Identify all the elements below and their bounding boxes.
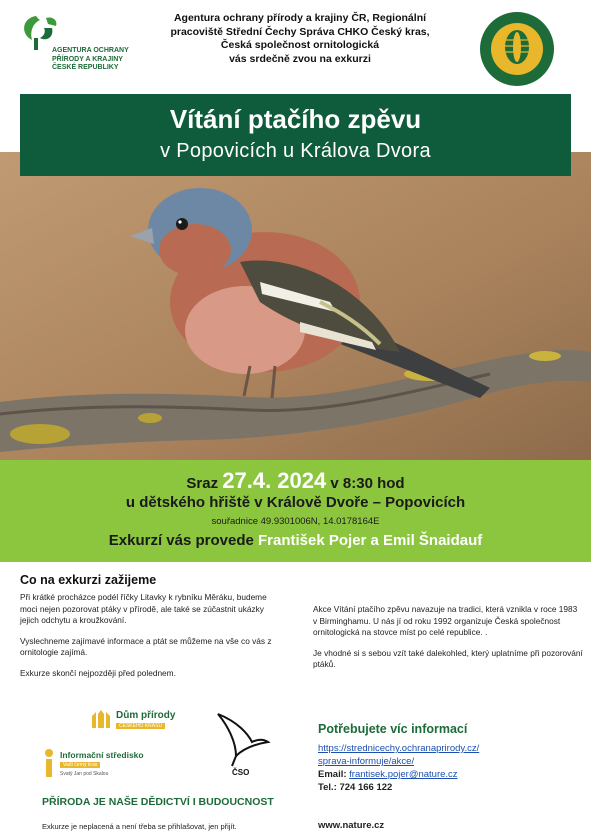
phone-number: 724 166 122	[339, 782, 393, 793]
meeting-time-line	[0, 468, 591, 494]
invitation-line: Agentura ochrany přírody a krajiny ČR, Regionální	[173, 12, 427, 24]
email-link[interactable]: frantisek.pojer@nature.cz	[349, 769, 458, 780]
aopk-line: AGENTURA OCHRANY	[52, 47, 129, 54]
event-time: v 8:30 hod	[330, 475, 405, 492]
paragraph: Při krátké procházce podél říčky Litavky k rybníku Měráku, budeme moci nejen pozorovat ptáky v přírodě, ale také se zúčastnit ukázky jejich odchytu a kroužkování.	[20, 592, 267, 625]
trilobite-seal-icon	[478, 10, 556, 88]
event-title: Vítání ptačího zpěvu	[169, 104, 422, 134]
meet-prefix: Sraz	[186, 475, 219, 492]
paragraph: Exkurze skončí nejpozději před polednem.	[20, 667, 176, 678]
event-date: 27.4. 2024	[222, 468, 327, 493]
contact-title: Potřebujete víc informací	[318, 722, 468, 736]
guides-line	[0, 532, 591, 549]
aopk-line: PŘÍRODY A KRAJINY	[52, 55, 123, 63]
aopk-logo-text	[52, 47, 129, 73]
ceskykras-logo	[478, 10, 556, 88]
right-column	[313, 604, 583, 680]
infocentrum-name: Informační středisko	[60, 750, 144, 760]
left-column	[20, 592, 282, 688]
website-link[interactable]: www.nature.cz	[318, 820, 385, 831]
bird-silhouette-icon	[214, 712, 272, 768]
cso-logo	[214, 712, 272, 780]
event-subtitle: v Popovicích u Králova Dvora	[160, 140, 431, 162]
dum-prirody-logo	[90, 706, 200, 740]
motto: PŘÍRODA JE NAŠE DĚDICTVÍ I BUDOUCNOST	[42, 796, 274, 808]
events-link-continued[interactable]: sprava-informuje/akce/	[318, 756, 415, 767]
leaf-logo-icon	[18, 12, 78, 52]
guide-names: František Pojer a Emil Šnaidauf	[258, 532, 483, 549]
paragraph: Vyslechneme zajímavé informace a ptát se můžeme na vše co vás z ornitologie zajímá.	[20, 635, 272, 657]
invitation-text	[150, 12, 450, 66]
infocentrum-sub: Vadí černý kras	[60, 762, 100, 768]
paragraph: Je vhodné si s sebou vzít také dalekohled, který uplatníme při pozorování ptáků.	[313, 647, 583, 669]
phone-label: Tel.:	[318, 782, 337, 793]
chaffinch-photo	[0, 152, 591, 460]
email-label: Email:	[318, 769, 347, 780]
invitation-line: Česká společnost ornitologická	[220, 39, 380, 51]
invitation-line: vás srdečně zvou na exkurzi	[229, 52, 371, 65]
contact-block	[318, 723, 568, 794]
info-i-icon	[42, 748, 56, 778]
coordinates: souřadnice 49.9301006N, 14.0178164E	[211, 516, 380, 527]
section-title: Co na exkurzi zažijeme	[20, 573, 157, 587]
dum-prirody-name: Dům přírody	[116, 710, 176, 721]
guide-prefix: Exkurzí vás provede	[108, 532, 254, 549]
paragraph: Akce Vítání ptačího zpěvu navazuje na tradici, která vznikla v roce 1983 v Birminghamu. U nás jí od roku 1992 organizuje Česká společnost ornitologická na stovce míst po celé republice. .	[313, 604, 578, 637]
event-info-bar	[0, 460, 591, 562]
dum-prirody-sub: ČESKÉHO KRASU	[116, 723, 165, 729]
invitation-line: pracoviště Střední Čechy Správa CHKO Český kras,	[170, 25, 430, 38]
aopk-line: ČESKÉ REPUBLIKY	[52, 64, 119, 71]
title-banner	[20, 94, 571, 176]
free-entry-note: Exkurze je neplacená a není třeba se přihlašovat, jen přijít.	[42, 822, 237, 831]
bird-on-branch-illustration	[0, 152, 591, 460]
infocentrum-sub2: Svatý Jan pod Skalou	[60, 771, 109, 777]
cso-label: ČSO	[232, 768, 250, 777]
meeting-place: u dětského hřiště v Králově Dvoře – Popovicích	[125, 494, 466, 511]
tree-house-icon	[90, 708, 112, 730]
events-link[interactable]: https://strednicechy.ochranaprirody.cz/	[318, 743, 480, 754]
infocentrum-logo	[42, 746, 172, 786]
